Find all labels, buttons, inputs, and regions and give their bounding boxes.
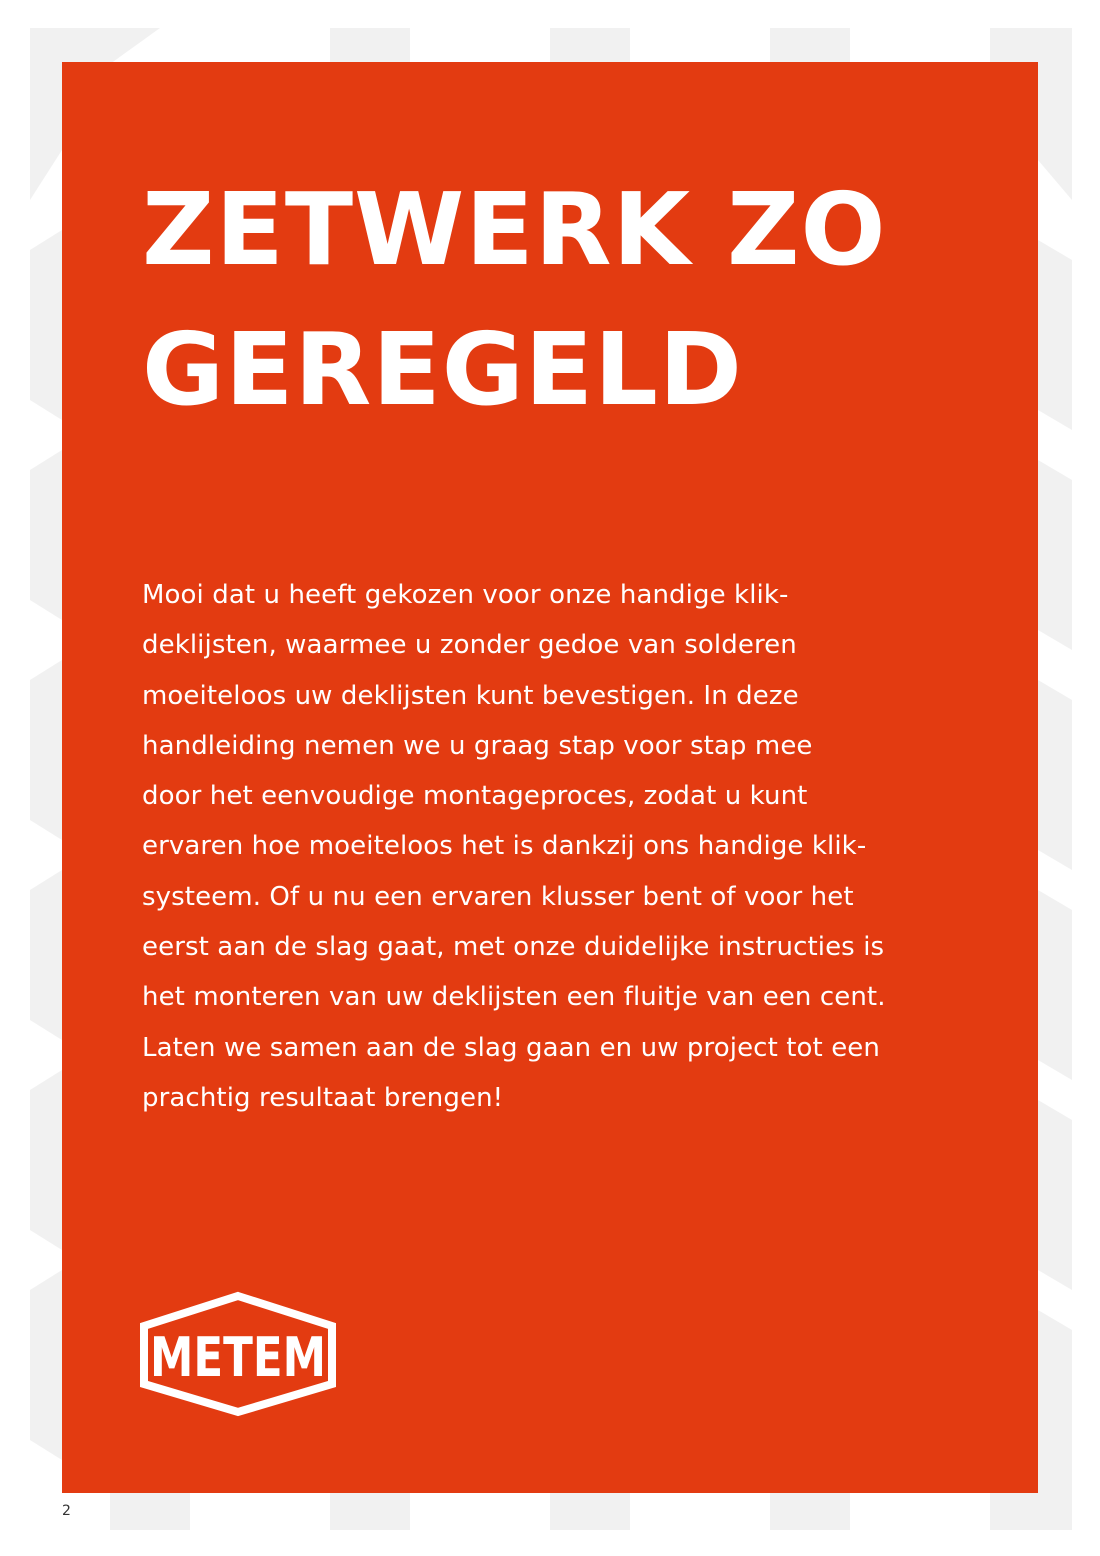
intro-line-6: ervaren hoe moeiteloos het is dankzij ons handige klik- — [142, 831, 867, 862]
intro-line-11: prachtig resultaat brengen! — [142, 1082, 504, 1113]
intro-line-3: moeiteloos uw deklijsten kunt bevestigen. In deze — [142, 680, 799, 711]
intro-line-5: door het eenvoudige montageproces, zodat u kunt — [142, 781, 808, 812]
headline-line-2: GEREGELD — [142, 311, 743, 428]
intro-line-1: Mooi dat u heeft gekozen voor onze handige klik- — [142, 580, 789, 610]
content-panel — [62, 62, 1038, 1493]
intro-line-10: Laten we samen aan de slag gaan en uw project tot een — [142, 1032, 880, 1063]
intro-line-2: deklijsten, waarmee u zonder gedoe van solderen — [142, 630, 797, 661]
intro-line-9: het monteren van uw deklijsten een fluitje van een cent. — [142, 982, 886, 1013]
intro-line-7: systeem. Of u nu een ervaren klusser bent of voor het — [142, 881, 854, 912]
intro-paragraph — [142, 570, 942, 1123]
page-number: 2 — [62, 1503, 71, 1519]
intro-line-4: handleiding nemen we u graag stap voor stap mee — [142, 730, 813, 761]
page-headline — [142, 160, 1022, 440]
logo-text: METEM — [150, 1326, 326, 1389]
headline-line-1: ZETWERK ZO — [142, 171, 887, 288]
metem-logo — [140, 1292, 336, 1416]
intro-line-8: eerst aan de slag gaat, met onze duidelijke instructies is — [142, 932, 885, 963]
